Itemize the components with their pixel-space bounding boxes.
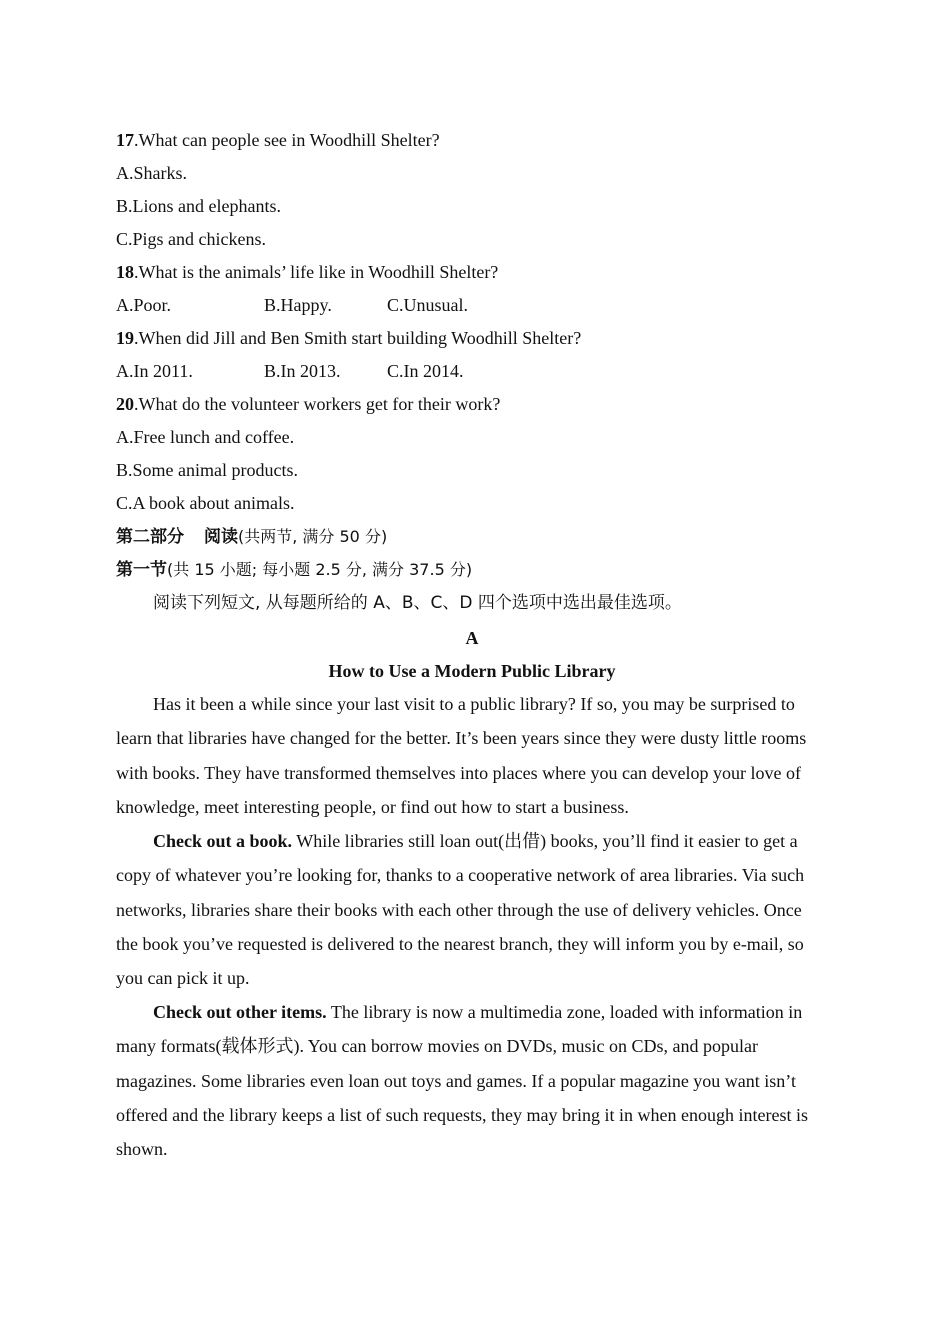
option-c: C.Pigs and chickens. bbox=[116, 229, 266, 249]
question-text: .What can people see in Woodhill Shelter? bbox=[134, 130, 440, 150]
question-number: 18 bbox=[116, 262, 134, 282]
question-number: 19 bbox=[116, 328, 134, 348]
part-heading bbox=[116, 525, 387, 549]
part-note: (共两节, 满分 50 分) bbox=[238, 527, 388, 546]
paragraph-text: The library is now a multimedia zone, loaded with information in many formats(载体形式). You can borrow movies on DVDs, music on CDs, and popular magazines. Some libraries even loan out toys and games. If a popular magazine you want isn’t offered and the library keeps a list of such requests, they may bring it in when enough interest is shown. bbox=[116, 1002, 808, 1160]
option-a: A.Free lunch and coffee. bbox=[116, 427, 295, 447]
option-b: B.Some animal products. bbox=[116, 460, 298, 480]
question-text: .What is the animals’ life like in Woodhill Shelter? bbox=[134, 262, 499, 282]
paragraph-lead: Check out other items. bbox=[153, 1002, 327, 1022]
question-17 bbox=[116, 128, 440, 152]
option-c: C.Unusual. bbox=[387, 295, 468, 315]
paragraph-text: Has it been a while since your last visit to a public library? If so, you may be surprised to learn that libraries have changed for the better. It’s been years since they were dusty little rooms with books. They have transformed themselves into places where you can develop your love of knowledge, meet interesting people, or find out how to start a business. bbox=[116, 694, 807, 817]
paragraph-2 bbox=[116, 824, 828, 995]
question-text: .When did Jill and Ben Smith start building Woodhill Shelter? bbox=[134, 328, 582, 348]
option-b: B.Lions and elephants. bbox=[116, 196, 281, 216]
option-c: C.In 2014. bbox=[387, 361, 464, 381]
section-number: 第一节 bbox=[116, 560, 167, 580]
option-b: B.Happy. bbox=[264, 295, 332, 315]
section-heading bbox=[116, 558, 472, 582]
option-a: A.In 2011. bbox=[116, 361, 193, 381]
instruction: 阅读下列短文, 从每题所给的 A、B、C、D 四个选项中选出最佳选项。 bbox=[153, 593, 682, 613]
question-18 bbox=[116, 260, 498, 284]
paragraph-text: While libraries still loan out(出借) books, you’ll find it easier to get a copy of whatever you’re looking for, thanks to a cooperative network of area libraries. Via such networks, libraries share their books with each other through the use of delivery vehicles. Once the book you’ve requested is delivered to the nearest branch, they will inform you by e-mail, so you can pick it up. bbox=[116, 831, 805, 989]
section-note: (共 15 小题; 每小题 2.5 分, 满分 37.5 分) bbox=[167, 560, 473, 579]
question-19 bbox=[116, 326, 581, 350]
option-b: B.In 2013. bbox=[264, 361, 341, 381]
passage-letter: A bbox=[465, 628, 479, 648]
passage-title: How to Use a Modern Public Library bbox=[328, 661, 616, 681]
option-c: C.A book about animals. bbox=[116, 493, 295, 513]
question-number: 20 bbox=[116, 394, 134, 414]
option-a: A.Sharks. bbox=[116, 163, 187, 183]
question-20 bbox=[116, 392, 500, 416]
part-number: 第二部分 bbox=[116, 527, 184, 547]
part-title: 阅读 bbox=[204, 527, 238, 547]
option-a: A.Poor. bbox=[116, 295, 172, 315]
question-number: 17 bbox=[116, 130, 134, 150]
question-text: .What do the volunteer workers get for their work? bbox=[134, 394, 501, 414]
paragraph-3 bbox=[116, 995, 828, 1166]
paragraph-1 bbox=[116, 687, 828, 824]
paragraph-lead: Check out a book. bbox=[153, 831, 293, 851]
